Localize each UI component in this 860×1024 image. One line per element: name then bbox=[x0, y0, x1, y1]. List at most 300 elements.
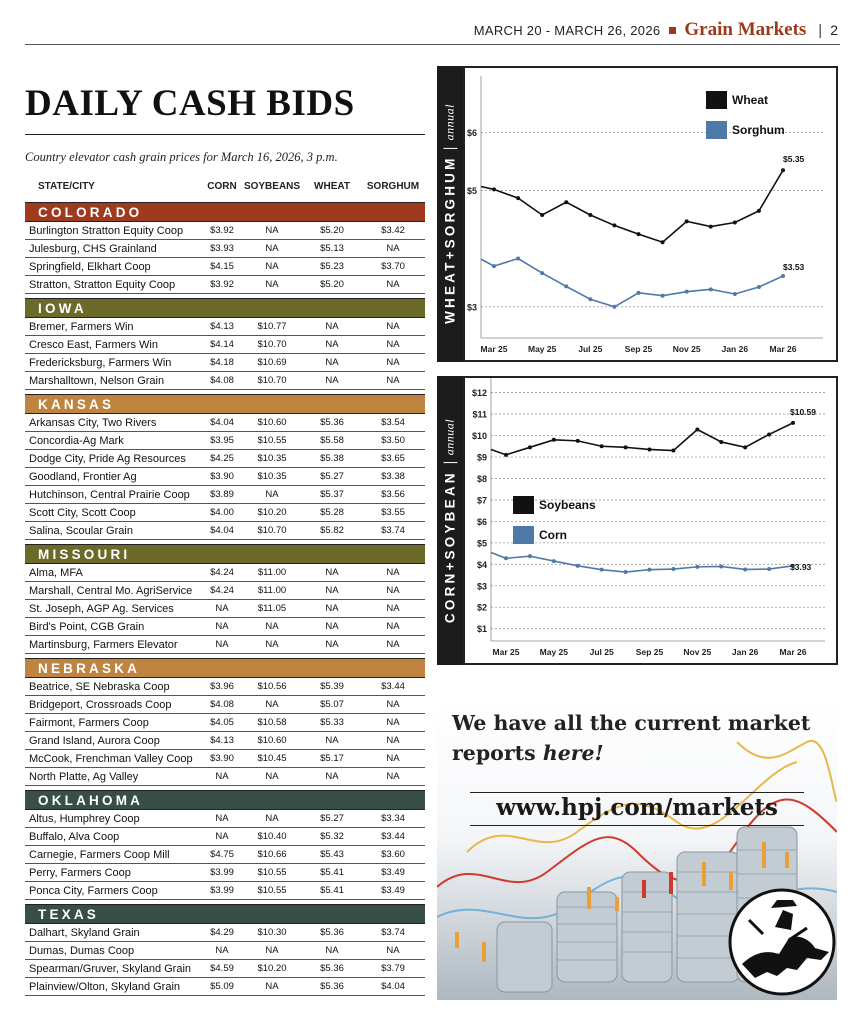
bid-soybeans: NA bbox=[265, 639, 279, 650]
bid-soybeans: $10.55 bbox=[257, 885, 287, 896]
bid-sorghum: NA bbox=[386, 357, 400, 368]
table-row bbox=[25, 924, 425, 942]
bid-sorghum: $3.79 bbox=[381, 963, 405, 974]
table-row bbox=[25, 354, 425, 372]
bid-soybeans: $10.70 bbox=[257, 375, 287, 386]
x-tick-label: Jul 25 bbox=[589, 647, 614, 657]
bid-corn: $3.90 bbox=[210, 753, 234, 764]
data-point-corn bbox=[671, 567, 675, 571]
bid-sorghum: $3.70 bbox=[381, 261, 405, 272]
bid-wheat: $5.41 bbox=[320, 867, 344, 878]
legend-label: Soybeans bbox=[539, 498, 596, 512]
data-point-soybeans bbox=[648, 447, 652, 451]
bid-sorghum: $3.55 bbox=[381, 507, 405, 518]
data-point-soybeans bbox=[576, 439, 580, 443]
bid-location: Marshalltown, Nelson Grain bbox=[29, 374, 165, 387]
state-header-colorado: COLORADO bbox=[25, 202, 425, 222]
data-point-soybeans bbox=[671, 449, 675, 453]
ad-headline-emphasis: here! bbox=[542, 741, 604, 765]
table-row bbox=[25, 750, 425, 768]
data-point-corn bbox=[552, 559, 556, 563]
bid-wheat: NA bbox=[325, 321, 339, 332]
data-point-wheat bbox=[540, 213, 544, 217]
bid-sorghum: $4.04 bbox=[381, 981, 405, 992]
bid-wheat: $5.28 bbox=[320, 507, 344, 518]
bid-wheat: NA bbox=[325, 339, 339, 350]
bid-corn: $4.00 bbox=[210, 507, 234, 518]
data-point-sorghum bbox=[733, 292, 737, 296]
bid-sorghum: NA bbox=[386, 639, 400, 650]
bid-wheat: NA bbox=[325, 771, 339, 782]
wheat-sorghum-chart-frame bbox=[463, 66, 838, 362]
bid-wheat: $5.36 bbox=[320, 981, 344, 992]
bid-location: Bridgeport, Crossroads Coop bbox=[29, 698, 172, 711]
bid-sorghum: NA bbox=[386, 603, 400, 614]
table-row bbox=[25, 810, 425, 828]
bid-corn: NA bbox=[215, 945, 229, 956]
bid-location: Bird's Point, CGB Grain bbox=[29, 620, 145, 633]
bid-soybeans: NA bbox=[265, 261, 279, 272]
state-header-kansas: KANSAS bbox=[25, 394, 425, 414]
data-point-wheat bbox=[709, 225, 713, 229]
hpj-logo bbox=[730, 890, 834, 994]
table-row bbox=[25, 522, 425, 540]
state-header-texas: TEXAS bbox=[25, 904, 425, 924]
section-title: Grain Markets bbox=[684, 19, 807, 40]
bid-location: Alma, MFA bbox=[29, 566, 83, 579]
table-row bbox=[25, 846, 425, 864]
end-value-label: $5.35 bbox=[783, 154, 805, 165]
col-header-sorghum: SORGHUM bbox=[366, 180, 420, 192]
bid-corn: $4.18 bbox=[210, 357, 234, 368]
bid-soybeans: NA bbox=[265, 981, 279, 992]
bid-corn: $4.24 bbox=[210, 585, 234, 596]
bid-soybeans: NA bbox=[265, 621, 279, 632]
bid-corn: $4.05 bbox=[210, 717, 234, 728]
table-row bbox=[25, 978, 425, 996]
end-value-label: $3.93 bbox=[790, 561, 812, 572]
bid-location: Springfield, Elkhart Coop bbox=[29, 260, 151, 273]
table-row bbox=[25, 696, 425, 714]
data-point-wheat bbox=[492, 187, 496, 191]
header-bullet-icon bbox=[669, 27, 676, 34]
bid-wheat: NA bbox=[325, 375, 339, 386]
bid-wheat: $5.37 bbox=[320, 489, 344, 500]
ad-headline-line1: We have all the current market bbox=[452, 711, 811, 735]
data-point-wheat bbox=[588, 213, 592, 217]
data-point-sorghum bbox=[612, 305, 616, 309]
bid-wheat: $5.27 bbox=[320, 813, 344, 824]
data-point-sorghum bbox=[757, 285, 761, 289]
data-point-sorghum bbox=[781, 274, 785, 278]
issue-dates: MARCH 20 - MARCH 26, 2026 bbox=[473, 22, 661, 38]
bid-soybeans: $10.45 bbox=[257, 753, 287, 764]
bid-location: Stratton, Stratton Equity Coop bbox=[29, 278, 176, 291]
bid-sorghum: $3.34 bbox=[381, 813, 405, 824]
table-row bbox=[25, 432, 425, 450]
bid-wheat: $5.13 bbox=[320, 243, 344, 254]
data-point-corn bbox=[648, 568, 652, 572]
bid-soybeans: NA bbox=[265, 489, 279, 500]
data-point-sorghum bbox=[540, 271, 544, 275]
bid-sorghum: NA bbox=[386, 585, 400, 596]
table-row bbox=[25, 636, 425, 654]
bid-location: Fairmont, Farmers Coop bbox=[29, 716, 149, 729]
table-row bbox=[25, 564, 425, 582]
y-tick-label: $5 bbox=[466, 186, 477, 197]
bid-sorghum: $3.44 bbox=[381, 831, 405, 842]
bid-sorghum: $3.49 bbox=[381, 867, 405, 878]
bid-location: Spearman/Gruver, Skyland Grain bbox=[29, 962, 192, 975]
bid-sorghum: NA bbox=[386, 717, 400, 728]
legend-swatch bbox=[706, 121, 727, 139]
bid-corn: $3.90 bbox=[210, 471, 234, 482]
bid-location: Scott City, Scott Coop bbox=[29, 506, 136, 519]
data-point-corn bbox=[767, 567, 771, 571]
bid-corn: $4.24 bbox=[210, 567, 234, 578]
x-tick-label: Mar 25 bbox=[492, 647, 520, 657]
data-point-wheat bbox=[564, 200, 568, 204]
corn-soybean-chart bbox=[465, 378, 836, 663]
state-header-oklahoma: OKLAHOMA bbox=[25, 790, 425, 810]
bid-location: Julesburg, CHS Grainland bbox=[29, 242, 157, 255]
data-point-wheat bbox=[733, 221, 737, 225]
data-point-wheat bbox=[612, 223, 616, 227]
bid-corn: $3.96 bbox=[210, 681, 234, 692]
bid-sorghum: $3.44 bbox=[381, 681, 405, 692]
bid-location: Cresco East, Farmers Win bbox=[29, 338, 158, 351]
ad-headline-line2-prefix: reports bbox=[452, 741, 543, 765]
table-row bbox=[25, 882, 425, 900]
data-point-sorghum bbox=[709, 287, 713, 291]
tab-divider bbox=[443, 462, 457, 463]
bid-sorghum: NA bbox=[386, 375, 400, 386]
bid-location: Marshall, Central Mo. AgriService bbox=[29, 584, 193, 597]
header-divider: | bbox=[818, 21, 823, 39]
column-headers bbox=[25, 174, 425, 198]
bid-wheat: $5.23 bbox=[320, 261, 344, 272]
bid-sorghum: $3.38 bbox=[381, 471, 405, 482]
bid-soybeans: $10.35 bbox=[257, 453, 287, 464]
x-tick-label: Nov 25 bbox=[683, 647, 712, 657]
bid-location: Martinsburg, Farmers Elevator bbox=[29, 638, 178, 651]
series-line-sorghum bbox=[481, 259, 783, 307]
y-tick-label: $12 bbox=[471, 388, 487, 399]
state-header-nebraska: NEBRASKA bbox=[25, 658, 425, 678]
data-point-wheat bbox=[781, 168, 785, 172]
bid-wheat: NA bbox=[325, 735, 339, 746]
bid-wheat: NA bbox=[325, 639, 339, 650]
bid-sorghum: $3.54 bbox=[381, 417, 405, 428]
x-tick-label: Jan 26 bbox=[731, 647, 759, 657]
bid-soybeans: $10.30 bbox=[257, 927, 287, 938]
bid-sorghum: NA bbox=[386, 621, 400, 632]
bid-location: Altus, Humphrey Coop bbox=[29, 812, 140, 825]
table-row bbox=[25, 618, 425, 636]
bid-soybeans: NA bbox=[265, 243, 279, 254]
bid-wheat: $5.17 bbox=[320, 753, 344, 764]
data-point-sorghum bbox=[564, 284, 568, 288]
x-tick-label: May 25 bbox=[527, 344, 557, 354]
bid-sorghum: $3.50 bbox=[381, 435, 405, 446]
data-point-soybeans bbox=[743, 445, 747, 449]
table-row bbox=[25, 414, 425, 432]
table-row bbox=[25, 504, 425, 522]
bid-location: Salina, Scoular Grain bbox=[29, 524, 133, 537]
bid-corn: NA bbox=[215, 621, 229, 632]
bid-corn: $3.99 bbox=[210, 885, 234, 896]
bid-corn: $4.08 bbox=[210, 699, 234, 710]
data-point-soybeans bbox=[504, 453, 508, 457]
bid-corn: NA bbox=[215, 831, 229, 842]
table-row bbox=[25, 486, 425, 504]
table-row bbox=[25, 336, 425, 354]
x-tick-label: Sep 25 bbox=[635, 647, 664, 657]
bid-wheat: NA bbox=[325, 357, 339, 368]
y-tick-label: $8 bbox=[476, 473, 487, 484]
corn-soybean-tab bbox=[437, 376, 463, 665]
page-header bbox=[474, 16, 838, 44]
bid-soybeans: $10.66 bbox=[257, 849, 287, 860]
bid-soybeans: $11.00 bbox=[257, 567, 287, 578]
bid-soybeans: $10.70 bbox=[257, 525, 287, 536]
bid-wheat: $5.36 bbox=[320, 417, 344, 428]
bid-location: Fredericksburg, Farmers Win bbox=[29, 356, 172, 369]
bid-corn: $4.13 bbox=[210, 735, 234, 746]
cash-bids-table bbox=[25, 174, 425, 996]
col-header-soybeans: SOYBEANS bbox=[243, 180, 301, 192]
data-point-wheat bbox=[757, 209, 761, 213]
bid-sorghum: NA bbox=[386, 279, 400, 290]
bid-wheat: $5.43 bbox=[320, 849, 344, 860]
bid-corn: $4.04 bbox=[210, 525, 234, 536]
bid-wheat: $5.36 bbox=[320, 927, 344, 938]
bid-location: Beatrice, SE Nebraska Coop bbox=[29, 680, 170, 693]
bid-sorghum: $3.65 bbox=[381, 453, 405, 464]
data-point-corn bbox=[504, 556, 508, 560]
bid-corn: $4.75 bbox=[210, 849, 234, 860]
table-row bbox=[25, 714, 425, 732]
legend-label: Corn bbox=[539, 528, 567, 542]
ad-url-link[interactable]: www.hpj.com/markets bbox=[470, 792, 804, 826]
y-tick-label: $3 bbox=[466, 302, 477, 313]
bid-location: Dumas, Dumas Coop bbox=[29, 944, 135, 957]
ad-headline bbox=[452, 708, 810, 768]
y-tick-label: $9 bbox=[476, 452, 487, 463]
bid-sorghum: $3.56 bbox=[381, 489, 405, 500]
table-row bbox=[25, 372, 425, 390]
table-row bbox=[25, 318, 425, 336]
state-header-missouri: MISSOURI bbox=[25, 544, 425, 564]
table-row bbox=[25, 240, 425, 258]
bid-corn: $4.15 bbox=[210, 261, 234, 272]
series-line-soybeans bbox=[491, 423, 793, 455]
data-point-sorghum bbox=[588, 297, 592, 301]
col-header-corn: CORN bbox=[207, 180, 237, 192]
bid-corn: $4.14 bbox=[210, 339, 234, 350]
bid-wheat: $5.20 bbox=[320, 279, 344, 290]
bid-wheat: NA bbox=[325, 585, 339, 596]
legend-swatch bbox=[513, 496, 534, 514]
y-tick-label: $2 bbox=[476, 602, 487, 613]
bid-sorghum: NA bbox=[386, 243, 400, 254]
data-point-soybeans bbox=[600, 444, 604, 448]
bid-sorghum: NA bbox=[386, 771, 400, 782]
data-point-sorghum bbox=[637, 291, 641, 295]
table-row bbox=[25, 450, 425, 468]
bid-soybeans: $10.69 bbox=[257, 357, 287, 368]
legend-label: Sorghum bbox=[732, 123, 785, 137]
x-tick-label: Sep 25 bbox=[624, 344, 653, 354]
bid-corn: NA bbox=[215, 639, 229, 650]
data-point-soybeans bbox=[767, 432, 771, 436]
markets-ad[interactable] bbox=[437, 702, 837, 1000]
bid-location: Concordia-Ag Mark bbox=[29, 434, 124, 447]
y-tick-label: $1 bbox=[476, 624, 487, 635]
table-row bbox=[25, 768, 425, 786]
table-row bbox=[25, 222, 425, 240]
data-point-wheat bbox=[661, 240, 665, 244]
y-tick-label: $10 bbox=[471, 431, 487, 442]
page-title: DAILY CASH BIDS bbox=[25, 83, 355, 124]
bid-corn: $4.08 bbox=[210, 375, 234, 386]
data-point-wheat bbox=[685, 219, 689, 223]
y-tick-label: $6 bbox=[466, 127, 477, 138]
title-rule bbox=[25, 134, 425, 135]
bid-soybeans: $10.55 bbox=[257, 435, 287, 446]
bid-sorghum: NA bbox=[386, 699, 400, 710]
y-tick-label: $6 bbox=[476, 516, 487, 527]
col-header-wheat: WHEAT bbox=[314, 180, 350, 192]
bid-location: Ponca City, Farmers Coop bbox=[29, 884, 158, 897]
data-point-soybeans bbox=[624, 445, 628, 449]
wheat-sorghum-tab bbox=[437, 66, 463, 362]
data-point-corn bbox=[624, 570, 628, 574]
bid-soybeans: $11.05 bbox=[257, 603, 287, 614]
bid-sorghum: NA bbox=[386, 321, 400, 332]
wheat-sorghum-tab-sub: annual bbox=[442, 104, 457, 141]
legend-label: Wheat bbox=[732, 93, 768, 107]
bids-subtitle: Country elevator cash grain prices for March 16, 2026, 3 p.m. bbox=[25, 150, 338, 164]
bid-soybeans: $10.60 bbox=[257, 417, 287, 428]
series-line-wheat bbox=[481, 170, 783, 242]
bid-location: McCook, Frenchman Valley Coop bbox=[29, 752, 193, 765]
bid-soybeans: $10.20 bbox=[257, 963, 287, 974]
bid-location: Dodge City, Pride Ag Resources bbox=[29, 452, 186, 465]
bid-wheat: $5.33 bbox=[320, 717, 344, 728]
bid-corn: $3.89 bbox=[210, 489, 234, 500]
bid-location: Dalhart, Skyland Grain bbox=[29, 926, 140, 939]
header-rule bbox=[25, 44, 840, 45]
bid-location: Carnegie, Farmers Coop Mill bbox=[29, 848, 170, 861]
bid-soybeans: NA bbox=[265, 813, 279, 824]
table-row bbox=[25, 582, 425, 600]
x-tick-label: Mar 26 bbox=[769, 344, 797, 354]
data-point-sorghum bbox=[516, 257, 520, 261]
ad-headline-line2 bbox=[452, 738, 810, 768]
data-point-corn bbox=[600, 568, 604, 572]
col-header-state-city: STATE/CITY bbox=[38, 180, 95, 192]
bid-soybeans: $11.00 bbox=[257, 585, 287, 596]
bid-wheat: NA bbox=[325, 621, 339, 632]
legend-swatch bbox=[513, 526, 534, 544]
series-line-corn bbox=[491, 553, 793, 573]
bid-wheat: NA bbox=[325, 603, 339, 614]
bid-soybeans: $10.60 bbox=[257, 735, 287, 746]
bid-location: Burlington Stratton Equity Coop bbox=[29, 224, 184, 237]
table-row bbox=[25, 942, 425, 960]
bid-sorghum: NA bbox=[386, 339, 400, 350]
table-row bbox=[25, 468, 425, 486]
data-point-soybeans bbox=[719, 440, 723, 444]
state-header-iowa: IOWA bbox=[25, 298, 425, 318]
bid-corn: $5.09 bbox=[210, 981, 234, 992]
bid-wheat: $5.41 bbox=[320, 885, 344, 896]
bid-location: Plainview/Olton, Skyland Grain bbox=[29, 980, 181, 993]
bid-corn: $3.92 bbox=[210, 279, 234, 290]
bid-corn: $3.93 bbox=[210, 243, 234, 254]
bid-corn: $3.99 bbox=[210, 867, 234, 878]
bid-wheat: $5.32 bbox=[320, 831, 344, 842]
bid-sorghum: $3.74 bbox=[381, 927, 405, 938]
bid-wheat: $5.27 bbox=[320, 471, 344, 482]
wheat-sorghum-chart bbox=[465, 68, 836, 360]
bid-corn: $3.95 bbox=[210, 435, 234, 446]
corn-soybean-chart-frame bbox=[463, 376, 838, 665]
bid-soybeans: $10.56 bbox=[257, 681, 287, 692]
corn-soybean-tab-sub: annual bbox=[442, 418, 457, 455]
bid-location: Arkansas City, Two Rivers bbox=[29, 416, 157, 429]
bid-location: Buffalo, Alva Coop bbox=[29, 830, 120, 843]
bid-sorghum: $3.49 bbox=[381, 885, 405, 896]
bid-corn: NA bbox=[215, 771, 229, 782]
x-tick-label: Mar 25 bbox=[480, 344, 508, 354]
bid-soybeans: $10.77 bbox=[257, 321, 287, 332]
x-tick-label: May 25 bbox=[539, 647, 569, 657]
bid-sorghum: $3.74 bbox=[381, 525, 405, 536]
y-tick-label: $4 bbox=[476, 559, 487, 570]
data-point-soybeans bbox=[695, 428, 699, 432]
bid-location: Goodland, Frontier Ag bbox=[29, 470, 137, 483]
bid-wheat: $5.36 bbox=[320, 963, 344, 974]
data-point-soybeans bbox=[791, 421, 795, 425]
bid-sorghum: $3.60 bbox=[381, 849, 405, 860]
bid-wheat: $5.39 bbox=[320, 681, 344, 692]
bid-soybeans: $10.58 bbox=[257, 717, 287, 728]
data-point-corn bbox=[695, 565, 699, 569]
bid-sorghum: NA bbox=[386, 753, 400, 764]
bid-corn: NA bbox=[215, 813, 229, 824]
data-point-wheat bbox=[637, 232, 641, 236]
y-tick-label: $7 bbox=[476, 495, 487, 506]
y-tick-label: $3 bbox=[476, 581, 487, 592]
bid-corn: $4.59 bbox=[210, 963, 234, 974]
bid-soybeans: $10.70 bbox=[257, 339, 287, 350]
bid-corn: $4.13 bbox=[210, 321, 234, 332]
x-tick-label: Jul 25 bbox=[578, 344, 603, 354]
bid-wheat: NA bbox=[325, 945, 339, 956]
bid-soybeans: $10.20 bbox=[257, 507, 287, 518]
bid-wheat: $5.58 bbox=[320, 435, 344, 446]
page-number: 2 bbox=[830, 22, 838, 38]
data-point-wheat bbox=[516, 196, 520, 200]
bid-corn: $4.04 bbox=[210, 417, 234, 428]
data-point-corn bbox=[576, 564, 580, 568]
bid-soybeans: NA bbox=[265, 225, 279, 236]
bid-corn: NA bbox=[215, 603, 229, 614]
table-row bbox=[25, 864, 425, 882]
bid-soybeans: NA bbox=[265, 699, 279, 710]
